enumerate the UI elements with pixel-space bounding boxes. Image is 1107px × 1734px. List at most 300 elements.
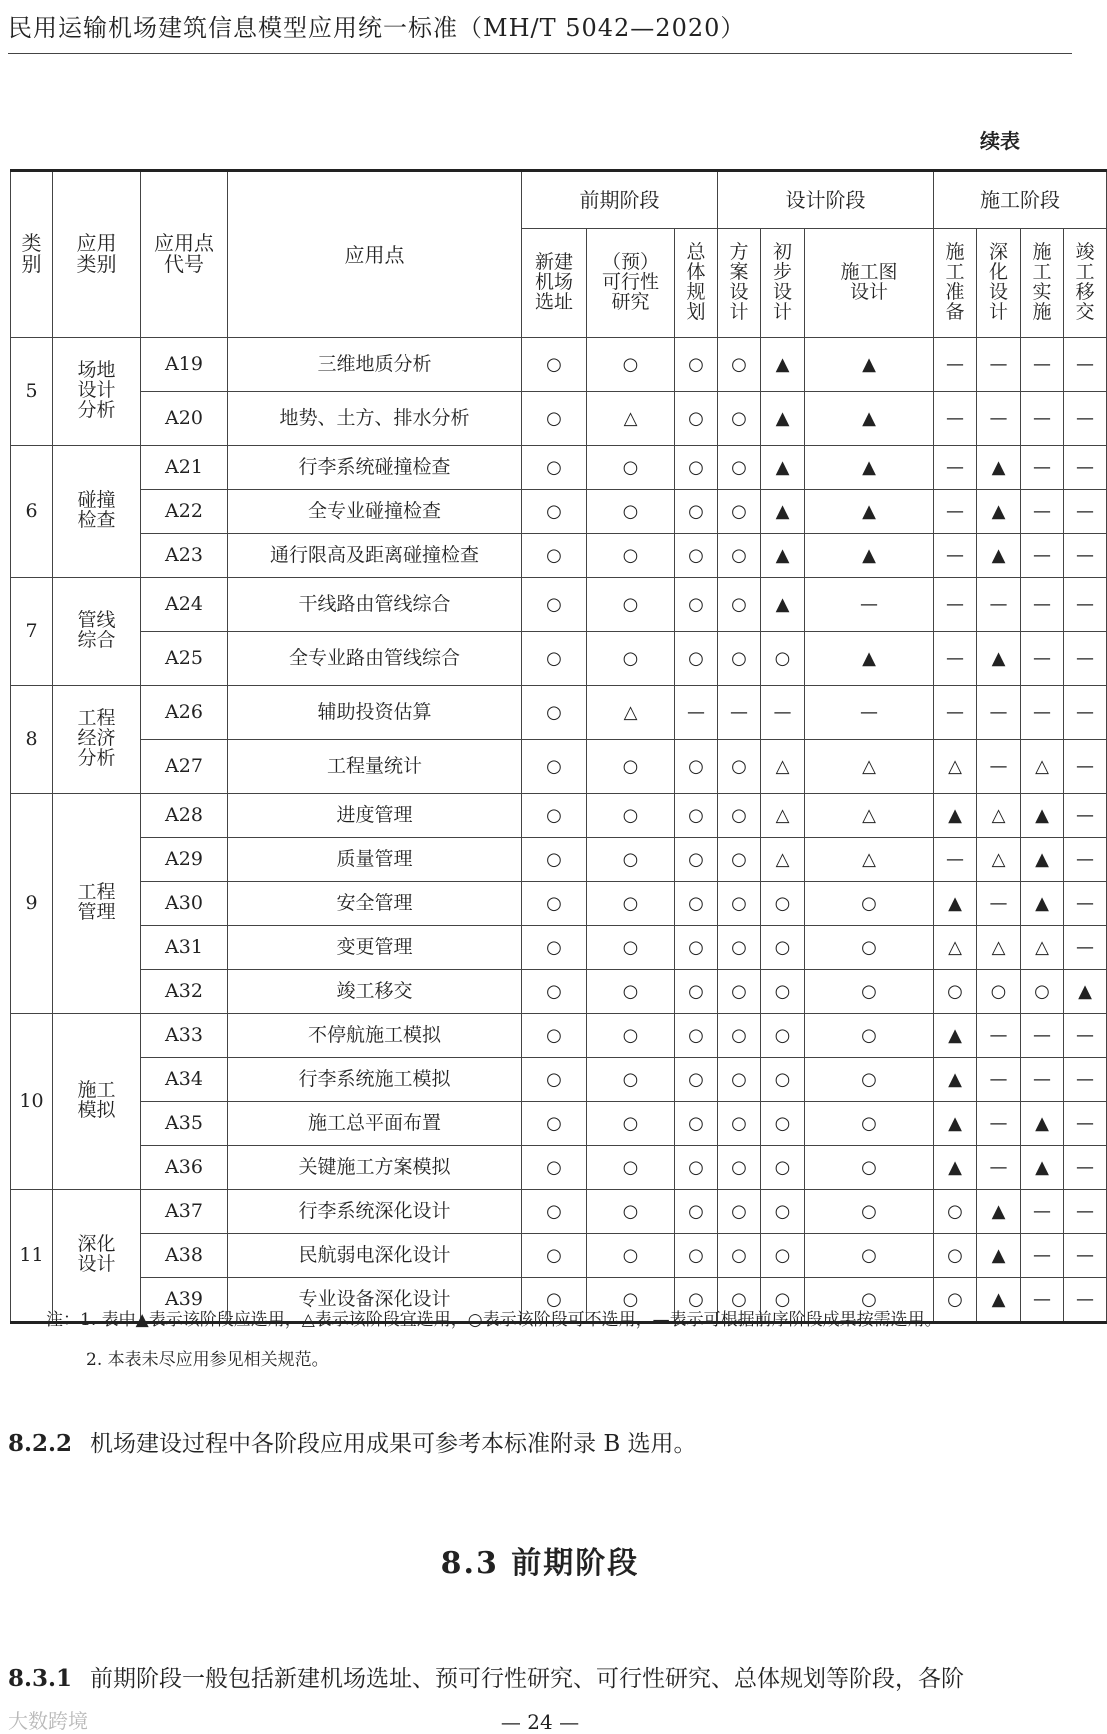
app-point-name: 施工总平面布置 (228, 1102, 522, 1146)
stage-mark: ○ (805, 926, 934, 970)
app-code: A39 (141, 1278, 228, 1323)
table-row (11, 578, 1107, 632)
stage-mark: — (805, 686, 934, 740)
stage-mark: ○ (587, 970, 675, 1014)
table-row (11, 632, 1107, 686)
stage-mark: — (977, 1146, 1021, 1190)
stage-mark: △ (805, 794, 934, 838)
category-number: 6 (11, 446, 53, 578)
stage-mark: ○ (522, 1102, 587, 1146)
stage-mark: ○ (805, 1278, 934, 1323)
stage-mark: ○ (522, 446, 587, 490)
stage-mark: △ (934, 926, 977, 970)
stage-mark: — (1064, 1014, 1107, 1058)
app-point-name: 质量管理 (228, 838, 522, 882)
stage-mark: △ (587, 392, 675, 446)
app-code: A34 (141, 1058, 228, 1102)
category-name: 工程经济分析 (53, 686, 141, 794)
stage-mark: △ (977, 794, 1021, 838)
table-row (11, 1102, 1107, 1146)
stage-mark: — (934, 578, 977, 632)
stage-mark: ○ (718, 926, 761, 970)
stage-mark: — (1064, 838, 1107, 882)
note-2: 2. 本表未尽应用参见相关规范。 (86, 1350, 329, 1370)
app-code: A22 (141, 490, 228, 534)
stage-header: 施工实施 (1021, 229, 1064, 338)
stage-mark: — (1021, 1234, 1064, 1278)
stage-mark: — (1064, 490, 1107, 534)
stage-mark: ▲ (934, 1146, 977, 1190)
stage-mark: — (761, 686, 805, 740)
stage-mark: ○ (977, 970, 1021, 1014)
stage-mark: ○ (675, 740, 718, 794)
table-row (11, 882, 1107, 926)
stage-mark: ○ (675, 490, 718, 534)
stage-mark: ▲ (977, 1190, 1021, 1234)
stage-mark: ○ (718, 794, 761, 838)
stage-mark: ○ (718, 534, 761, 578)
stage-mark: — (1064, 534, 1107, 578)
stage-mark: ○ (587, 1190, 675, 1234)
stage-mark: ▲ (977, 1278, 1021, 1323)
stage-mark: ▲ (761, 338, 805, 392)
stage-mark: — (1021, 1058, 1064, 1102)
stage-mark: ▲ (805, 490, 934, 534)
clause-number: 8.2.2 (8, 1430, 73, 1457)
stage-mark: — (1064, 578, 1107, 632)
category-name: 深化设计 (53, 1190, 141, 1323)
app-point-name: 全专业路由管线综合 (228, 632, 522, 686)
stage-mark: ○ (675, 794, 718, 838)
table-row (11, 838, 1107, 882)
app-point-name: 全专业碰撞检查 (228, 490, 522, 534)
category-name: 碰撞检查 (53, 446, 141, 578)
stage-mark: — (1064, 1278, 1107, 1323)
category-number: 8 (11, 686, 53, 794)
stage-mark: ○ (805, 882, 934, 926)
stage-mark: ○ (761, 1014, 805, 1058)
stage-mark: ○ (761, 632, 805, 686)
stage-mark: — (1021, 1014, 1064, 1058)
stage-mark: ▲ (1021, 1102, 1064, 1146)
stage-mark: ○ (718, 578, 761, 632)
app-code: A33 (141, 1014, 228, 1058)
header-app-category: 应用类别 (53, 171, 141, 338)
stage-mark: ▲ (1021, 1146, 1064, 1190)
stage-mark: ○ (522, 1058, 587, 1102)
app-code: A21 (141, 446, 228, 490)
stage-mark: ○ (522, 1234, 587, 1278)
header-code: 应用点代号 (141, 171, 228, 338)
stage-mark: ○ (587, 1058, 675, 1102)
stage-mark: ○ (805, 1014, 934, 1058)
stage-mark: — (1064, 1058, 1107, 1102)
stage-mark: ○ (761, 1278, 805, 1323)
stage-mark: ○ (761, 1102, 805, 1146)
stage-mark: △ (1021, 740, 1064, 794)
table-row (11, 740, 1107, 794)
stage-mark: ○ (587, 632, 675, 686)
app-point-name: 工程量统计 (228, 740, 522, 794)
clause-text: 机场建设过程中各阶段应用成果可参考本标准附录 B 选用。 (90, 1431, 697, 1457)
stage-mark: — (1021, 686, 1064, 740)
continued-label: 续表 (980, 129, 1020, 153)
stage-mark: ○ (718, 1014, 761, 1058)
stage-header: 方案设计 (718, 229, 761, 338)
app-code: A35 (141, 1102, 228, 1146)
app-point-name: 不停航施工模拟 (228, 1014, 522, 1058)
table-row (11, 794, 1107, 838)
stage-mark: — (977, 392, 1021, 446)
table-row (11, 1058, 1107, 1102)
table-row (11, 1146, 1107, 1190)
stage-mark: — (934, 392, 977, 446)
stage-mark: ○ (587, 1146, 675, 1190)
stage-mark: ○ (718, 740, 761, 794)
table-notes (46, 1300, 1066, 1380)
stage-mark: ○ (1021, 970, 1064, 1014)
stage-mark: — (1064, 1146, 1107, 1190)
app-code: A30 (141, 882, 228, 926)
stage-mark: ▲ (977, 632, 1021, 686)
page-number: — 24 — (500, 1710, 580, 1734)
stage-mark: — (1064, 686, 1107, 740)
stage-mark: ○ (587, 490, 675, 534)
app-point-name: 竣工移交 (228, 970, 522, 1014)
stage-header: 竣工移交 (1064, 229, 1107, 338)
app-point-name: 辅助投资估算 (228, 686, 522, 740)
category-number: 5 (11, 338, 53, 446)
stage-mark: ○ (761, 1058, 805, 1102)
stage-mark: ○ (522, 686, 587, 740)
stage-mark: ○ (522, 338, 587, 392)
stage-mark: — (1021, 446, 1064, 490)
stage-mark: ▲ (977, 446, 1021, 490)
stage-mark: ○ (587, 578, 675, 632)
stage-mark: — (934, 534, 977, 578)
stage-mark: — (1021, 534, 1064, 578)
app-code: A27 (141, 740, 228, 794)
watermark: 大数跨境 (8, 1709, 88, 1733)
stage-mark: — (934, 446, 977, 490)
stage-mark: ▲ (761, 534, 805, 578)
app-point-name: 民航弱电深化设计 (228, 1234, 522, 1278)
stage-mark: ○ (934, 970, 977, 1014)
app-code: A26 (141, 686, 228, 740)
stage-mark: — (1021, 338, 1064, 392)
stage-mark: — (1064, 1234, 1107, 1278)
stage-header: 施工图设计 (805, 229, 934, 338)
stage-mark: ○ (675, 632, 718, 686)
stage-mark: ○ (675, 392, 718, 446)
stage-mark: ○ (587, 534, 675, 578)
stage-mark: ○ (587, 740, 675, 794)
category-name: 管线综合 (53, 578, 141, 686)
stage-mark: — (1021, 1278, 1064, 1323)
stage-mark: ▲ (934, 794, 977, 838)
stage-mark: — (1064, 1190, 1107, 1234)
stage-mark: — (675, 686, 718, 740)
app-point-name: 三维地质分析 (228, 338, 522, 392)
stage-mark: ○ (522, 632, 587, 686)
stage-mark: ○ (522, 838, 587, 882)
group-header-design: 设计阶段 (718, 171, 934, 229)
app-code: A38 (141, 1234, 228, 1278)
clause-8-2-2 (8, 1425, 1072, 1458)
category-number: 10 (11, 1014, 53, 1190)
note-1: 注：1. 表中▲表示该阶段应选用，△表示该阶段宜选用，○表示该阶段可不选用，—表示可根据前序阶段成果按需选用。 (46, 1310, 942, 1330)
table-row (11, 446, 1107, 490)
clause-8-3-1 (8, 1660, 1072, 1693)
table-row (11, 534, 1107, 578)
stage-mark: — (1064, 926, 1107, 970)
app-point-name: 安全管理 (228, 882, 522, 926)
stage-mark: ○ (587, 1102, 675, 1146)
stage-mark: ○ (522, 392, 587, 446)
stage-mark: ▲ (805, 446, 934, 490)
group-header-pre: 前期阶段 (522, 171, 718, 229)
stage-mark: △ (977, 926, 1021, 970)
app-code: A24 (141, 578, 228, 632)
stage-mark: ○ (522, 1190, 587, 1234)
header-app-point: 应用点 (228, 171, 522, 338)
stage-header: 新建机场选址 (522, 229, 587, 338)
stage-mark: — (1021, 1190, 1064, 1234)
stage-mark: ▲ (805, 338, 934, 392)
stage-header: （预）可行性研究 (587, 229, 675, 338)
app-point-name: 行李系统碰撞检查 (228, 446, 522, 490)
clause-text: 前期阶段一般包括新建机场选址、预可行性研究、可行性研究、总体规划等阶段，各阶 (90, 1666, 965, 1692)
app-point-name: 进度管理 (228, 794, 522, 838)
stage-header: 施工准备 (934, 229, 977, 338)
stage-mark: ○ (675, 1234, 718, 1278)
stage-mark: ○ (718, 838, 761, 882)
stage-mark: ○ (522, 794, 587, 838)
stage-mark: ○ (761, 970, 805, 1014)
stage-mark: ▲ (934, 1058, 977, 1102)
table-row (11, 1234, 1107, 1278)
app-point-name: 行李系统施工模拟 (228, 1058, 522, 1102)
stage-mark: ▲ (761, 446, 805, 490)
stage-mark: ▲ (761, 578, 805, 632)
stage-mark: ○ (718, 446, 761, 490)
stage-mark: △ (805, 740, 934, 794)
category-name: 施工模拟 (53, 1014, 141, 1190)
stage-mark: ○ (587, 1014, 675, 1058)
stage-mark: — (934, 338, 977, 392)
stage-mark: ○ (934, 1278, 977, 1323)
stage-mark: — (1021, 490, 1064, 534)
stage-mark: ○ (587, 1234, 675, 1278)
table-body (11, 338, 1107, 1323)
stage-mark: ○ (522, 490, 587, 534)
category-number: 9 (11, 794, 53, 1014)
stage-mark: — (977, 338, 1021, 392)
stage-mark: — (977, 686, 1021, 740)
stage-header: 初步设计 (761, 229, 805, 338)
stage-mark: ▲ (805, 392, 934, 446)
stage-mark: ○ (522, 926, 587, 970)
table-row (11, 392, 1107, 446)
stage-mark: ○ (718, 1058, 761, 1102)
stage-mark: ○ (805, 1234, 934, 1278)
stage-mark: — (977, 1102, 1021, 1146)
stage-mark: ○ (934, 1234, 977, 1278)
stage-mark: ○ (718, 632, 761, 686)
app-point-name: 变更管理 (228, 926, 522, 970)
stage-mark: ○ (761, 1146, 805, 1190)
stage-mark: — (1021, 392, 1064, 446)
table-row (11, 490, 1107, 534)
stage-mark: ○ (761, 882, 805, 926)
stage-mark: ○ (761, 1234, 805, 1278)
stage-mark: ○ (587, 926, 675, 970)
stage-mark: ▲ (977, 534, 1021, 578)
stage-mark: ○ (718, 392, 761, 446)
stage-mark: △ (587, 686, 675, 740)
stage-mark: ○ (718, 882, 761, 926)
category-number: 7 (11, 578, 53, 686)
stage-mark: ○ (805, 1058, 934, 1102)
stage-mark: ○ (522, 970, 587, 1014)
stage-mark: ○ (675, 926, 718, 970)
stage-mark: ○ (675, 882, 718, 926)
stage-mark: ○ (587, 882, 675, 926)
stage-mark: ○ (675, 970, 718, 1014)
stage-mark: ○ (761, 926, 805, 970)
app-point-name: 关键施工方案模拟 (228, 1146, 522, 1190)
stage-mark: ▲ (934, 1014, 977, 1058)
app-code: A37 (141, 1190, 228, 1234)
stage-mark: — (977, 1058, 1021, 1102)
app-point-name: 专业设备深化设计 (228, 1278, 522, 1323)
app-code: A36 (141, 1146, 228, 1190)
app-point-name: 干线路由管线综合 (228, 578, 522, 632)
stage-mark: — (977, 882, 1021, 926)
stage-mark: △ (761, 794, 805, 838)
stage-mark: ○ (522, 882, 587, 926)
table-row (11, 926, 1107, 970)
stage-mark: ○ (718, 338, 761, 392)
stage-mark: ○ (675, 838, 718, 882)
stage-mark: ▲ (934, 1102, 977, 1146)
stage-mark: — (1064, 632, 1107, 686)
stage-mark: △ (805, 838, 934, 882)
stage-mark: ○ (522, 740, 587, 794)
stage-mark: — (1021, 578, 1064, 632)
stage-mark: — (718, 686, 761, 740)
header-category: 类别 (11, 171, 53, 338)
stage-mark: — (934, 490, 977, 534)
stage-mark: ○ (587, 838, 675, 882)
stage-mark: ▲ (805, 534, 934, 578)
stage-mark: ▲ (761, 490, 805, 534)
stage-mark: ○ (675, 1058, 718, 1102)
app-code: A19 (141, 338, 228, 392)
app-code: A29 (141, 838, 228, 882)
category-name: 场地设计分析 (53, 338, 141, 446)
app-code: A20 (141, 392, 228, 446)
stage-mark: ▲ (977, 1234, 1021, 1278)
stage-mark: ○ (718, 1102, 761, 1146)
table-row (11, 686, 1107, 740)
stage-mark: △ (934, 740, 977, 794)
stage-mark: ○ (587, 446, 675, 490)
app-point-name: 地势、土方、排水分析 (228, 392, 522, 446)
running-header: 民用运输机场建筑信息模型应用统一标准（MH/T 5042—2020） (8, 8, 1072, 54)
stage-mark: — (1064, 1102, 1107, 1146)
stage-mark: ○ (675, 446, 718, 490)
stage-header: 总体规划 (675, 229, 718, 338)
stage-mark: ○ (587, 794, 675, 838)
table-row (11, 1014, 1107, 1058)
stage-mark: ▲ (761, 392, 805, 446)
stage-mark: ○ (675, 534, 718, 578)
app-code: A23 (141, 534, 228, 578)
stage-mark: ○ (761, 1190, 805, 1234)
stage-mark: — (1064, 392, 1107, 446)
stage-mark: — (977, 740, 1021, 794)
stage-mark: ○ (675, 1190, 718, 1234)
stage-mark: ▲ (1021, 838, 1064, 882)
stage-mark: ○ (522, 1014, 587, 1058)
stage-mark: ○ (718, 1278, 761, 1323)
stage-mark: — (1064, 740, 1107, 794)
category-number: 11 (11, 1190, 53, 1323)
stage-mark: — (977, 578, 1021, 632)
category-name: 工程管理 (53, 794, 141, 1014)
stage-mark: ○ (522, 1278, 587, 1323)
application-table (10, 169, 1107, 1324)
stage-mark: ○ (805, 1102, 934, 1146)
stage-mark: — (934, 632, 977, 686)
stage-mark: ○ (718, 1234, 761, 1278)
stage-mark: — (1064, 338, 1107, 392)
stage-mark: △ (977, 838, 1021, 882)
stage-mark: ○ (718, 1190, 761, 1234)
stage-mark: ▲ (934, 882, 977, 926)
section-title: 8.3 前期阶段 (440, 1546, 640, 1581)
stage-mark: △ (761, 838, 805, 882)
group-header-construction: 施工阶段 (934, 171, 1107, 229)
app-code: A32 (141, 970, 228, 1014)
app-point-name: 行李系统深化设计 (228, 1190, 522, 1234)
stage-mark: — (1064, 794, 1107, 838)
stage-mark: — (934, 838, 977, 882)
stage-mark: ▲ (977, 490, 1021, 534)
clause-number: 8.3.1 (8, 1665, 73, 1692)
stage-mark: — (805, 578, 934, 632)
stage-mark: ○ (718, 1146, 761, 1190)
stage-mark: ○ (718, 970, 761, 1014)
stage-mark: ○ (805, 1190, 934, 1234)
stage-mark: — (1064, 446, 1107, 490)
stage-mark: ▲ (1021, 882, 1064, 926)
stage-mark: ○ (934, 1190, 977, 1234)
stage-mark: ▲ (1064, 970, 1107, 1014)
stage-mark: △ (1021, 926, 1064, 970)
stage-mark: ○ (587, 1278, 675, 1323)
stage-mark: ○ (675, 578, 718, 632)
stage-mark: ○ (522, 1146, 587, 1190)
stage-mark: ○ (522, 534, 587, 578)
table-row (11, 1190, 1107, 1234)
stage-header: 深化设计 (977, 229, 1021, 338)
stage-mark: ○ (805, 970, 934, 1014)
app-code: A25 (141, 632, 228, 686)
app-point-name: 通行限高及距离碰撞检查 (228, 534, 522, 578)
table-row (11, 970, 1107, 1014)
